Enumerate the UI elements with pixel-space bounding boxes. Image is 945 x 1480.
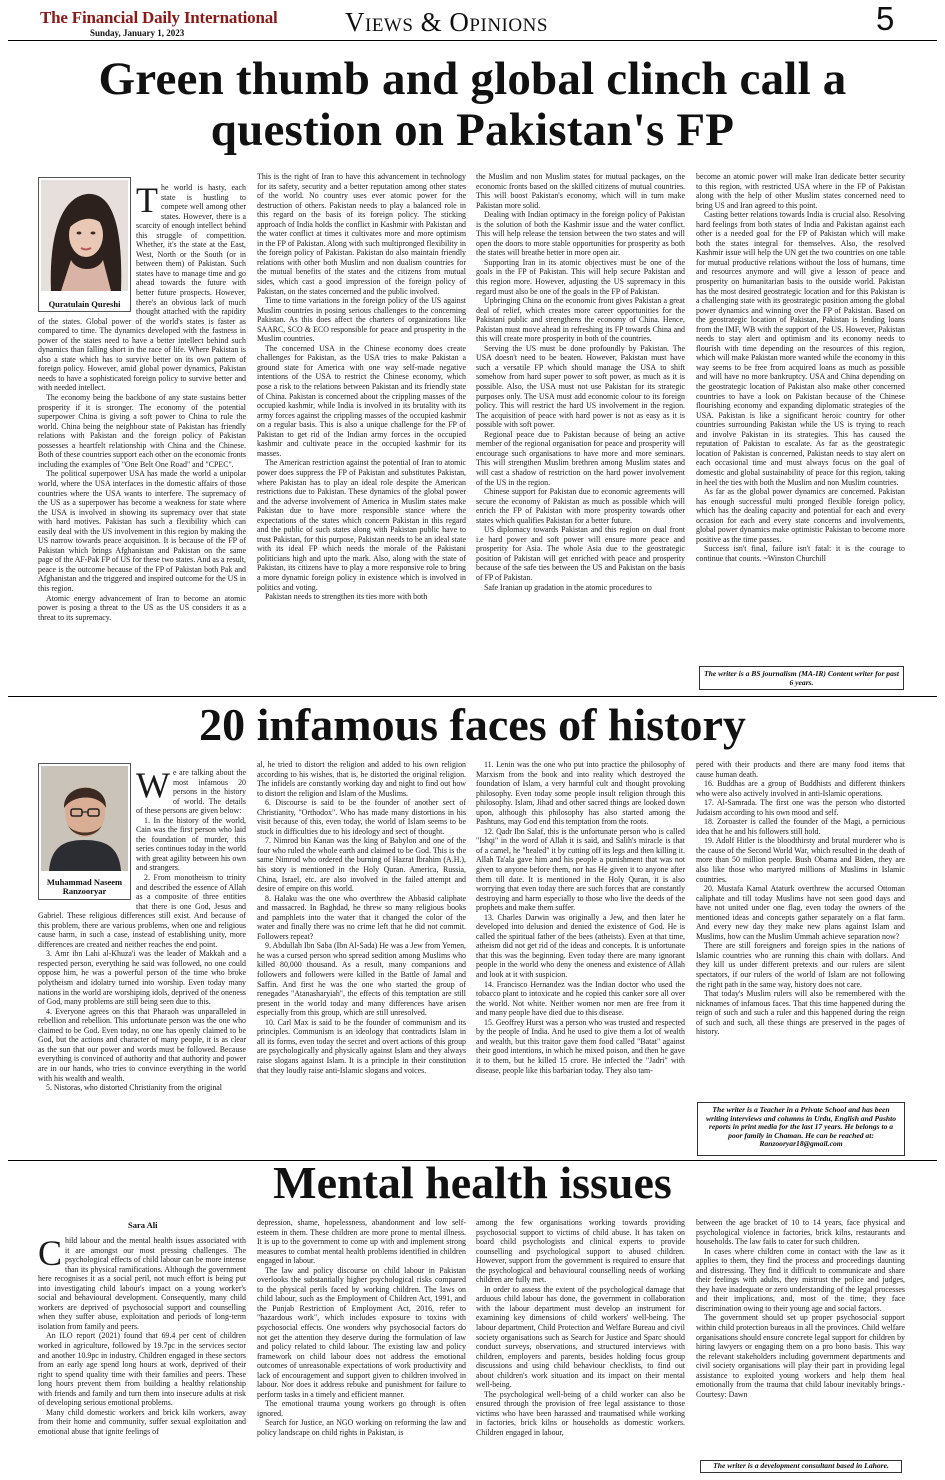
author-name-line2: Ranzooryar	[62, 886, 107, 896]
paragraph: Search for Justice, an NGO working on reforming the law and policy landscape on child rights in Pakistan, is	[257, 1418, 466, 1438]
paragraph: This is the right of Iran to have this advancement in technology for its safety, security and a better reputation among other states of the world. No country uses ever atomic power for the destruction of others. Pakistan needs to play a balanced role in this regard on the basis of its foreign policy. The sticking approach of India holds the conflict in Kashmir with Pakistan and the water conflict at times it cultivates more and more optimism in the FP of Pakistan. Along with such multipronged flexibility in the foreign policy of Pakistan. Pakistan do also maintain friendly relations with other both Muslim and non dualism countries for the mutual benefits of the states and the citizens from mutual sides, which cast a good impression of the foreign policy of Pakistan, on the states concerned and the public involved.	[257, 172, 466, 296]
paragraph: 17. Al-Samrada. The first one was the person who distorted Judaism according to his own mood and self.	[696, 798, 905, 817]
dropcap: C	[38, 1236, 63, 1273]
paragraph: become an atomic power will make Iran dedicate better security to this region, with restricted USA where in the FP of Pakistan along with the help of other Muslim states concerned need to bring US and Iran agreed to this point.	[696, 172, 905, 210]
paragraph: al, he tried to distort the religion and added to his own religion according to his wishes, that is, he distorted the original religion. The infidels are constantly working day and night to find out how to distort the religion and Islam of the Muslims.	[257, 760, 466, 798]
paragraph: Success isn't final, failure isn't fatal: it is the courage to continue that counts. ~Winston Churchill	[696, 544, 905, 563]
author-name: Quratulain Qureshi	[48, 299, 121, 309]
paragraph: That today's Muslim rulers will also be remembered with the nicknames of infamous faces. That this time happened during the reign of such and such a ruler and this happened during the reign of such and such, all these things are preserved in the pages of history.	[696, 989, 905, 1037]
paragraph: US diplomacy towards Pakistan and this region on dual front i.e hard power and soft power will ensure more peace and prosperity for Asia. The whole Asia due to the geostrategic position of Pakistan will get enriched with peace and prosperity because of the safe ties between the US and Pakistan on the basis of FP of Pakistan.	[476, 525, 685, 582]
paragraph: Atomic energy advancement of Iran to become an atomic power is posing a threat to the US as the US considers it as a threat to its supremacy.	[38, 593, 246, 622]
paragraph: Serving the US must be done profoundly by Pakistan. The USA doesn't need to be beaten. However, Pakistan must have such a versatile FP which should manage the USA to shift somehow from hard super power to soft power, as much as it is possible. Also, the USA must not use Pakistan for its strategic purposes only. The USA must add economic colour to its foreign policy. This will restrict the hard US involvement in the region. The acquisition of peace with hard power is not as easy as it is possible with soft power.	[476, 343, 685, 430]
paragraph: There are still foreigners and foreign spies in the nations of Islamic countries who are running this chain with dollars. And they kill us under different pretexts and our rulers are silent spectators, if our rulers of the world of Islam are not following the right path in the same way, history does not care.	[696, 941, 905, 989]
paragraph: Many child domestic workers and brick kiln workers, away from their home and community, suffer sexual exploitation and emotional abuse that ignite feelings of	[38, 1407, 246, 1436]
paragraph: Dealing with Indian optimacy in the foreign policy of Pakistan is the solution of both the Kashmir issue and the water conflict. This will help release the tension between the two states and will open the doors to more stable opportunities for prosperity as both the states will breathe better in more open air.	[476, 210, 685, 258]
paragraph: Safe Iranian up gradation in the atomic procedures to	[484, 582, 652, 592]
paragraph: 7. Nimrod bin Kanan was the king of Babylon and one of the four who ruled the whole earth and claimed to be God. This is the same Nimrod who ordered the burning of Hazrat Ibrahim (A.H.), his story is mentioned in the Holy Quran. America, Russia, China, Israel, etc. are also involved in the failed attempt and desire of empire on this world.	[257, 836, 466, 894]
newspaper-name: The Financial Daily International	[40, 8, 278, 27]
article3-column-2	[257, 1218, 466, 1472]
paragraph: Pakistan needs to strengthen its ties more with both	[265, 592, 428, 602]
paragraph: the Muslim and non Muslim states for mutual packages, on the economic fronts based on the skilled citizens of mutual countries. This will boost Pakistan's economy, which will in turn make Pakistan more solid.	[476, 172, 685, 210]
paragraph: 3. Amr ibn Lahi al-Khuza'i was the leader of Makkah and a respected person, everything he said was followed, no one could oppose him, he was a powerful person of the time who broke polytheism and idolatry turned into worship. Even today many nations in the world are worshiping idols, deprived of the oneness of God, many problems are still being seen due to this.	[38, 949, 246, 1007]
masthead-rule	[8, 40, 937, 41]
paragraph: An ILO report (2021) found that 69.4 per cent of children worked in agriculture, followed by 19.7pc in the services sector and another 10.9pc in industry. Children engaged in these sectors from an early age spend long hours at work, deprived of their right to spend quality time with their families and peers. These long hours prevent them from building a healthy relationship with friends and family and turn them into insecure adults at risk of developing serious emotional problems.	[38, 1331, 246, 1408]
paragraph: 13. Charles Darwin was originally a Jew, and then later he developed into delusion and denied the existence of God. He is called the spiritual father of the bees (atheists). Even at that time, atheism did not get rid of the ideas and concepts. It is unfortunate that this was the beginning. Even today there are many ignorant people in the world who deny the oneness and existence of Allah and look at it with suspicion.	[476, 912, 685, 980]
article3-bio: The writer is a development consultant based in Lahore.	[700, 1460, 902, 1473]
paragraph: 19. Adolf Hitler is the bloodthirsty and brutal murderer who is the cause of the Second World War, which resulted in the death of more than 50 million people. Bush Obama and Biden, they are also like those who martyred millions of Muslims in Islamic countries.	[696, 836, 905, 884]
paragraph: 16. Buddhas are a group of Buddhists and different thinkers who were also actively involved in anti-Islamic operations.	[696, 779, 905, 798]
paragraph: The government should set up proper psychosocial support within child protection bureaus in all the provinces. Child welfare organisations should ensure concrete legal support for children by hiring lawyers or engaging them on a pro bono basis. This way the relevant stakeholders including government departments and civil society organisations will play their part in providing legal assistance to exploited young workers and help them heal emotionally from the trauma that child labour inevitably brings.-Courtesy: Dawn	[696, 1313, 905, 1399]
article1-column-2	[257, 172, 466, 691]
paragraph: hild labour and the mental health issues associated with it are amongst our most pressing challenges. The psychological effects of child labour can be more intense than its physical ramifications. Although the government here recognises it as a social peril, not much effort is being put into investigating child labour's impact on a young worker's social and behavioural development. Consequently, many child workers are deprived of psychosocial support and counselling when they suffer abuse, exploitation and periods of long-term isolation from family and peers.	[38, 1236, 246, 1331]
paragraph: The American restriction against the potential of Iran to atomic power does suppress the FP of Pakistan and substitutes Pakistan, where Pakistan has to play an ideal role despite the American restrictions due to Pakistan. These dynamics of the global power and the adverse involvement of America in Muslim states make Pakistan due to have more responsible stance where the expectations of the states which concern Pakistan in this regard and the public of such states along with Pakistan public have to trust Pakistan, for this purpose, Pakistan needs to be an ideal state with its ideal FP which needs the morale of the Pakistani politicians high and upto the mark. Also, along with the state of Pakistan, its citizens have to play a more responsive role to bring a more dynamic foreign policy in existence which is involved in politics and voting.	[257, 458, 466, 592]
dropcap: W	[136, 768, 170, 805]
article2-bio: The writer is a Teacher in a Private School and has been writing interviews and columns in Urdu, English and Pashto reports in print media for the last 17 years. He belongs to a poor family in Chaman. He can be reached at: Ranzooryar18@gmail.com	[697, 1102, 905, 1156]
paragraph: 11. Lenin was the one who put into practice the philosophy of Marxism from the book and into reality which destroyed the foundation of Islam, a very harmful cult and thought provoking philosophy. Even today some people insult religion through this philosophy. Islam, Jihad and other sacred things are looked down upon, although this philosophy has also started among the Pashtuns, may God end this temptation from the roots.	[476, 760, 685, 827]
issue-date: Sunday, January 1, 2023	[90, 28, 185, 38]
dropcap: T	[136, 183, 158, 220]
paragraph: 4. Everyone agrees on this that Pharaoh was unparalleled in rebellion and rebellion. This unfortunate person was the one who claimed to be God. Even today, no one has openly claimed to be God, but the actions and character of many people, it is as clear as the sun that our power and words must be followed. Because everything is convinced of authority and that authority and power are in our hands, who tries to convince everything in the world with his wealth and wealth.	[38, 1006, 246, 1083]
paragraph: As far as the global power dynamics are concerned. Pakistan has enough successful multi pronged flexible foreign policy, which has the dealing capacity and potential for each and every occasion for each and every state concerns and involvements, global power dynamics make optimistic Pakistan to become more positive as the time passes.	[696, 487, 905, 544]
paragraph: between the age bracket of 10 to 14 years, face physical and psychological violence in factories, brick kilns, restaurants and households. The law fails to cater for such children.	[696, 1218, 905, 1247]
author-name-line1: Muhammad Naseem	[46, 877, 123, 887]
paragraph: Chinese support for Pakistan due to economic agreements will secure the economy of Pakistan as much as possible which will enrich the FP of Pakistan with more prosperity towards other states which qualifies Pakistan for a better future.	[476, 487, 685, 525]
paragraph: he world is hasty, each state is hustling to compete well among other states. However, there is a scarcity of enough intellect behind this struggle of competition. Whether, it's the state at the East, West, North or the South (or in between them) of Pakistan. Such states have to manage time and go ahead towards the future with better future prospects. However, there's an obvious lack of much thought attached with the rapidity of the states. Global power of the world's states is faster as compared to time. The dynamics developed with the fastness in power of the states need to have a better intellect behind such dynamics than falling short in the race of life. Where Pakistan is also a state which has to survive better on its own pattern of foreign policy. However, amid global power dynamics, Pakistan needs to have a sophisticated foreign policy to survive better and with needed intellect.	[38, 183, 246, 393]
paragraph: Supporting Iran in its atomic objectives must be one of the goals in the FP of Pakistan. This will help secure Pakistan and this region more. However, adjusting the US supremacy in this regard must also be one of the goals in the FP of Pakistan.	[476, 257, 685, 296]
paragraph: The psychological well-being of a child worker can also be ensured through the provision of free legal assistance to those victims who have been harassed and traumatised while working in factories, brick kilns or households as domestic workers. Children engaged in labour,	[476, 1389, 685, 1438]
paragraph: among the few organisations working towards providing psychosocial support to victims of child abuse. It has taken on board child psychologists and clinical experts to provide counselling and psychological support to abused children. However, support from the government is required to ensure that the psychological and behavioural counselling needs of working children are fully met.	[476, 1218, 685, 1285]
photo-spacer	[38, 768, 136, 902]
article3-column-4	[696, 1218, 905, 1456]
article2-headline: 20 infamous faces of history	[199, 699, 746, 750]
page-number: 5	[876, 0, 895, 37]
section-divider	[8, 696, 937, 697]
article3-headline: Mental health issues	[273, 1157, 672, 1208]
paragraph: The emotional trauma young workers go through is often ignored.	[257, 1399, 466, 1418]
paragraph: In cases where children come in contact with the law as it applies to them, they find the process and proceedings daunting and distressing. They find it difficult to communicate and share their feelings with adults, they mistrust the police and judges, they have inadequate or zero understanding of the legal processes and their implications, and, most of the time, they face discrimination owing to their young age and social factors.	[696, 1246, 905, 1313]
paragraph: The political superpower USA has made the world a unipolar world, where the USA interfaces in the domestic affairs of those countries where the USA wants to interfere. The supremacy of the US as a superpower has become a weakness for state where the USA is involved in showing its supremacy over that state with hard motives. Pakistan has such a flexibility which can easily deal with the US involvement in this region by making the US narrow towards peace acquisition. It is because of the FP of Pakistan which brings Afghanistan and Pakistan on the same page of the AF-Pak FP of US for these two states. And as a result, peace is the outcome because of the FP of Pakistan both Pak and Afghanistan and the triggered and inspired outcome for the US in this region.	[38, 469, 246, 593]
paragraph: depression, shame, hopelessness, abandonment and low self-esteem in them. These children are more prone to mental illness. It is up to the government to come up with and implement strong measures to combat mental health problems identified in children engaged in labour.	[257, 1218, 466, 1266]
article1-headline-line2: question on Pakistan's FP	[210, 103, 735, 156]
article1-headline	[0, 54, 945, 156]
paragraph: In order to assess the extent of the psychological damage that arduous child labour has done, the government in collaboration with the labour department must develop an instrument for examining key dimensions of child workers' well-being. The labour department, Child Protection and Welfare Bureau and civil society organisations such as Search for Justice and Sparc should conduct surveys, observations, and structured interviews with children, employers and parents, besides holding focus group discussions and using child behaviour checklists, to find out about children's work situation and its impact on their mental well-being.	[476, 1284, 685, 1390]
author-name: Sara Ali	[128, 1220, 158, 1230]
article1-column-4	[696, 172, 905, 662]
article3-column-1	[38, 1236, 246, 1472]
paragraph: 14. Francisco Hernandez was the Indian doctor who used the tobacco plant to intoxicate and he copied this canker sore all over the world. Not white. Neither women nor men are free from it and many people have died due to this disease.	[476, 979, 685, 1018]
article2-column-4	[696, 760, 905, 1095]
photo-spacer	[38, 183, 136, 316]
article2-column-1	[38, 768, 246, 1156]
paragraph: pered with their products and there are many food items that cause human death.	[696, 760, 905, 779]
paragraph: The concerned USA in the Chinese economy does create challenges for Pakistan, as the USA tries to make Pakistan a ground state for America with one way self-made negative intentions of the USA to restrict the Chinese economy, which pose a risk to the relations between Pakistan and its friendly state of China. Pakistan is concerned about the crippling masses of the occupied kashmir, while India is involved in its brutality with its army forces against the crippling masses of the occupied kashmir on a regular basis. This is also a unique challenge for the FP of Pakistan to get rid of the Indian army forces in the occupied kashmir and cultivate peace in the occupied kashmir for its masses.	[257, 343, 466, 458]
paragraph: 9. Abdullah Ibn Saba (Ibn Al-Sada) He was a Jew from Yemen, he was a cursed person who spread sedition among Muslims who killed 80,000 thousand. As a result, many companions and followers and followers were killed in the Battle of Jamal and Saffin. And first he was the one who started the group of renegades "Atanasharyiah", the effects of this temptation are still present in the world today and many differences have arisen especially from this group, which are still unresolved.	[257, 941, 466, 1018]
paragraph: 12. Qadr Ibn Salaf, this is the unfortunate person who is called "Ishqi" in the word of Allah it is said, and Salih's miracle is that of a camel, he "healed" it by cutting off its legs and then killing it. Allah Ta'ala gave him and his people a punishment that was not given to anyone before them, nor has He given it to anyone after them till date. It is mentioned in the Holy Quran, it is also worrying that even today there are such forces that are constantly destroying and harm especially to those who live the deeds of the prophets and make them suffer.	[476, 826, 685, 913]
masthead	[0, 0, 945, 42]
article1-bio: The writer is a BS journalism (MA-IR) Content writer for past 6 years.	[699, 666, 904, 690]
paragraph: 15. Geoffrey Hurst was a person who was trusted and respected by the people of India. And he used to give them a lot of wealth and wealth, but this traitor gave them food called "Batat" against their good intentions, in which he mixed poison, and then he gave it to them, but he killed 15 crore. He infected the "Jadri" with disease, people like this barbarian today. They also tam-	[476, 1017, 685, 1075]
paragraph: 18. Zoroaster is called the founder of the Magi, a pernicious idea that he and his followers still hold.	[696, 817, 905, 836]
paragraph: 5. Nistoras, who distorted Christianity from the original	[46, 1083, 222, 1093]
paragraph: 20. Mustafa Kamal Ataturk overthrew the accursed Ottoman caliphate and till today Muslims have not seen good days and have not united under one flag, even today the owners of the mentioned ideas and concepts gather separately on a flat farm. And every new day they make new plans against Islam and Muslims, how can the Muslim Ummah achieve separation now?	[696, 884, 905, 941]
paragraph: 1. In the history of the world, Cain was the first person who laid the foundation of murder, this series continues today in the world with great agility between his own and strangers.	[136, 815, 246, 873]
paragraph: 10. Carl Max is said to be the founder of communism and its principles. Communism is an ideology that contradicts Islam in all its forms, even today the secret and overt actions of this group are psychologically and physically against Islam and they always raise slogans against Islam. It is a principle in their constitution that they loudly raise anti-Islamic slogans and voices.	[257, 1017, 466, 1075]
paragraph: e are talking about the most infamous 20 persons in the history of world. The details of these persons are given below:	[136, 768, 246, 816]
paragraph: The economy being the backbone of any state sustains better prosperity if it is stronger. The economy of the potential superpower China is giving a soft power to China to rule the world. China being the neighbour state of Pakistan has friendly relations with Pakistan and the foreign policy of Pakistan possesses a heartfelt relationship with China and the Chinese. Both of these countries support each other on the economic fronts including the examples of "One Belt One Road" and "CPEC".	[38, 393, 246, 469]
article1-column-3	[476, 172, 685, 691]
article2-column-3	[476, 760, 685, 1156]
article1-column-1	[38, 183, 246, 691]
paragraph: Upbringing China on the economic front gives Pakistan a great deal of relief, which creates more career opportunities for the Pakistani public and strengthens the economy of China. Hence, Pakistan must move ahead in refreshing its FP towards China and this will create more prosperity in both of the countries.	[476, 296, 685, 344]
article2-column-2	[257, 760, 466, 1156]
paragraph: Time to time variations in the foreign policy of the US against Muslim countries in posing serious challenges to the concerning Pakistan. As this does affect the charters of organizations like SAARC, SCO & ECO responsible for peace and prosperity in the Muslim countries.	[257, 296, 466, 344]
paragraph: 6. Discourse is said to be the founder of another sect of Christianity, "Orthodox". Who has made many distortions in his visit because of this, even today, the world of Islam seems to be stuck in difficulties due to his ideology and sect of thought.	[257, 798, 466, 836]
section-title: Views & Opinions	[345, 7, 548, 37]
paragraph: Casting better relations towards India is crucial also. Resolving hard feelings from both states of India and Pakistan against each other is a needed goal for the FP of Pakistan which will make both the states integral for themselves. Also, the resolved Kashmir issue will help the UN get the two countries on one table for mutual productive relations without the loss of humans, time and resources anymore and will give a lesson of peace and prosperity on humanitarian basis to the outside world. Pakistan has the most desired geostrategic location and for this Pakistan is a challenging state with its geostrategic position among the global power dynamics and winning over the FP of Pakistan. Based on the geostrategic location of Pakistan, Pakistan is lending loans from the IMF, WB with the support of the US. However, Pakistan needs to stay alert and optimism and its economy needs to flourish with time depending on the resources of this region, which will make Pakistan more wanted while the economy in this way seems to be free from acquired loans as much as possible and will have no more bankruptcy. USA and China depending on the geostrategic location of Pakistan also make other concerned countries to have a look on Pakistan because of the Chinese flourishing economy and expanding diplomatic strategies of the USA. Pakistan is like a significant heroic country for other countries surrounding Pakistan while the US is trying to reach and involve Pakistan in its strategies. This has caused the reputation of Pakistan to escalate. As far as the geostrategic location of Pakistan is concerned, Pakistan needs to stay alert on each occasional time and must always focus on the goal of domestic and global sustainability of peace for this region, taking in heel the ties with both the Muslim and non Muslim countries.	[696, 210, 905, 487]
article1-headline-line1: Green thumb and global clinch call a	[98, 53, 847, 105]
article3-column-3	[476, 1218, 685, 1472]
paragraph: 2. From monotheism to trinity and described the essence of Allah as a composite of three entities that there is one God, Jesus and Gabriel. These religious differences still exist. And because of this problem, there are various problems, when one and religious cause harm, in such a case, instead of establishing unity, more differences are created and neither reaches the end point.	[38, 873, 246, 949]
paragraph: 8. Halaku was the one who overthrew the Abbasid caliphate and massacred. In Baghdad, he threw so many religious books and pamphlets into the water that it changed the color of the water and finally there was no crime left that he did not commit. Followers repeat?	[257, 893, 466, 941]
paragraph: The law and policy discourse on child labour in Pakistan overlooks the substantially higher psychological risks compared to the physical perils faced by working children. The laws on child labour, such as the Employment of Children Act, 1991, and the Punjab Restriction of Employment Act, 2016, refer to "hazardous work", which includes exposure to toxins with psychosocial effects. One wonders why psychosocial factors do not get the attention they deserve during the formulation of law and policy related to child labour. The existing law and policy framework on child labour does not address the emotional outcomes of unreasonable expectations of work productivity and lack of encouragement and support given to children involved in labour. Nor does it address rebuke and punishment for failure to perform tasks in a timely and efficient manner.	[257, 1265, 466, 1399]
paragraph: Regional peace due to Pakistan because of being an active member of the regional organisation for peace and prosperity will encourage such organisations to have more and more seminars. This will strengthen Muslim brethren among Muslim states and will cast a shadow of restriction on the hard power involvement of the US in the region.	[476, 429, 685, 487]
